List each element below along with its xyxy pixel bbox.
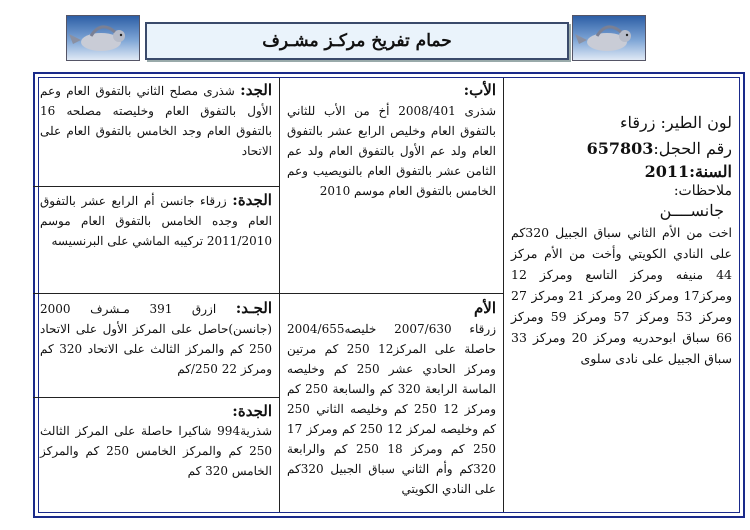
ring-label: رقم الحجل:: [653, 139, 732, 158]
father-cell: [280, 78, 503, 293]
color-value: : زرقاء: [619, 113, 666, 132]
year-value: 2011: [644, 162, 690, 181]
maternal-grandfather-text: ازرق 391 مـشرف 2000 (جانسن)حاصل على المركز الأول على الاتحاد 250 كم والمركز الثالث على الاتحاد 320 كم ومركز 22 250/كم: [40, 302, 273, 376]
color-row: [511, 110, 732, 136]
maternal-grandmother-label: الجدة:: [232, 402, 272, 420]
ring-value: 657803: [586, 139, 654, 158]
paternal-grandfather-label: الجد:: [240, 81, 272, 99]
paternal-grandmother-label: الجدة:: [232, 191, 272, 209]
year-label: السنة:: [689, 162, 732, 181]
paternal-grandmother-text: زرقاء جانسن أم الرابع عشر بالتفوق العام وجده الخامس بالتفوق العام موسم 2011/2010 تركيبه الماشي على البرنسيسه: [40, 194, 272, 248]
bird-info-column: [504, 78, 739, 512]
paternal-grandmother-cell: [33, 188, 279, 293]
divider: [280, 293, 503, 294]
divider: [33, 397, 279, 398]
paternal-grandfather-text: شذرى مصلح الثاني بالتفوق العام وعم الأول بالتفوق العام وخليصته مصلحه 16 بالتفوق العام وجد الخامس بالتفوق العام على الاتحاد: [40, 84, 272, 158]
divider: [33, 186, 279, 187]
parents-column: [279, 78, 504, 512]
pigeon-logo-right: [572, 15, 646, 61]
year-row: [511, 162, 732, 182]
pigeon-logo-left: [66, 15, 140, 61]
notes-label: ملاحظات:: [673, 183, 732, 199]
mother-text: زرقاء 2007/630 خليصه2004/655 حاصلة على المركز12 250 كم مرتين ومركز الحادي عشر 250 كم وخليصه الماسة الرابعة 320 كم والسابعة 250 كم ومركز 12 250 كم وخليصه الثاني 250 كم وخليصه لمركز 12 250 كم ومركز 17 250 كم ومركز 18 250 كم والرابعة 320كم وأم الثاني سباق الجبيل 320كم على النادي الكويتي: [287, 322, 497, 496]
father-label: الأب:: [463, 81, 496, 99]
maternal-grandmother-text: شذرية994 شاكيرا حاصلة على المركز الثالث 250 كم والمركز الخامس 250 كم والمركز الخامس 320 كم: [40, 424, 272, 478]
notes-value: جانســــن: [659, 201, 724, 220]
mother-cell: [280, 296, 503, 512]
bird-description: اخت من الأم الثاني سباق الجبيل 320كم على النادي الكويتي وأخت من الأم مركز 44 منيفه ومركز التاسع ومركز 12 ومركز17 ومركز 20 ومركز 21 ومركز 27 ومركز 53 ومركز 57 ومركز 59 ومركز 66 سباق ابوحدريه ومركز 20 ومركز 33 سباق الجبيل على نادى سلوى: [511, 225, 732, 366]
page-title: حمام تفريخ مركـز مشـرف: [145, 22, 569, 60]
maternal-grandfather-label: الجـد:: [235, 299, 272, 317]
father-text: شذرى 2008/401 أخ من الأب للثاني بالتفوق العام وخليص الرابع عشر بالتفوق العام ولد عم الأول بالتفوق العام ولد عم الثامن عشر بالتفوق العام بالنويصيب وعم الخامس بالتفوق العام موسم 2010: [287, 104, 497, 198]
mother-label: الأم: [473, 299, 496, 317]
pedigree-frame: [33, 72, 745, 518]
divider: [33, 293, 279, 294]
maternal-grandmother-cell: [33, 399, 279, 512]
ring-row: [511, 136, 732, 162]
color-label: لون الطير: [665, 113, 732, 132]
maternal-grandfather-cell: [33, 296, 279, 396]
paternal-grandfather-cell: [33, 78, 279, 186]
grandparents-column: [33, 78, 279, 512]
